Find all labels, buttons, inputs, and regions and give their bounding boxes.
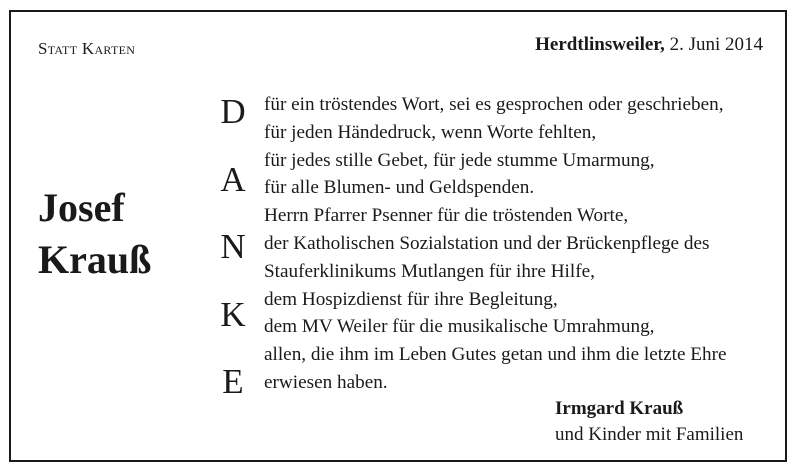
first-name: Josef [38,185,125,230]
date: 2. Juni 2014 [669,34,763,55]
place: Herdtlinsweiler, [535,34,665,55]
place-date [535,34,763,56]
last-name: Krauß [38,237,152,282]
signature-name: Irmgard Krauß [555,398,684,419]
thanks-line: dem MV Weiler für die musikalische Umrahmung, [264,316,655,338]
danke-letter: E [222,362,244,401]
thanks-line: allen, die ihm im Leben Gutes getan und ihm die letzte Ehre [264,344,727,366]
thanks-text [264,91,727,397]
thanks-line: für jeden Händedruck, wenn Worte fehlten, [264,121,597,143]
signature-family: und Kinder mit Familien [555,424,744,445]
thanks-line: für jedes stille Gebet, für jede stumme Umarmung, [264,149,655,171]
thanks-line: erwiesen haben. [264,371,388,393]
obituary-card [9,10,787,462]
signature [555,396,743,448]
statt-karten-label: Statt Karten [38,39,136,58]
thanks-line: Herrn Pfarrer Psenner für die tröstenden Worte, [264,205,629,227]
thanks-line: für alle Blumen- und Geldspenden. [264,177,535,199]
danke-letter: D [220,92,246,131]
danke-letter: K [220,294,246,334]
danke-letter: A [220,159,246,199]
danke-column [213,92,253,430]
thanks-line: Stauferklinikums Mutlangen für ihre Hilfe, [264,260,595,282]
thanks-line: der Katholischen Sozialstation und der Brückenpflege des [264,232,710,254]
thanks-line: für ein tröstendes Wort, sei es gesprochen oder geschrieben, [264,94,724,115]
deceased-name [38,182,151,286]
danke-letter: N [220,227,246,266]
thanks-line: dem Hospizdienst für ihre Begleitung, [264,288,558,310]
